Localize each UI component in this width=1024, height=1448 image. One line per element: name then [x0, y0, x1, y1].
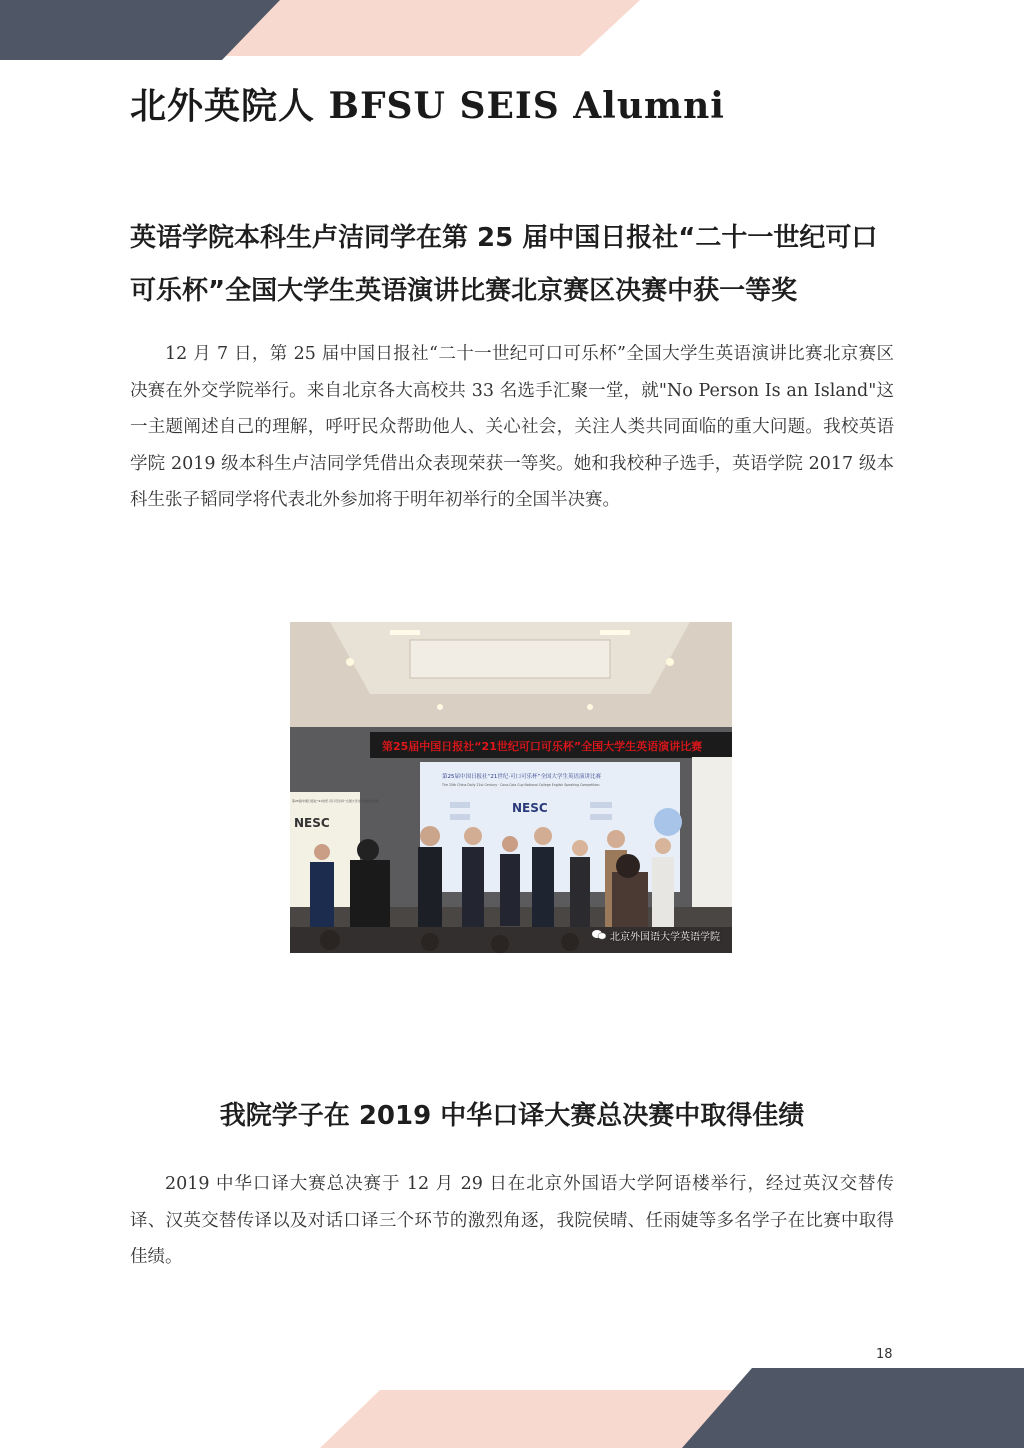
- ceiling-light: [346, 658, 354, 666]
- ceiling-light: [390, 630, 420, 635]
- article-2-body: 2019 中华口译大赛总决赛于 12 月 29 日在北京外国语大学阿语楼举行，经过英汉交替传译、汉英交替传译以及对话口译三个环节的激烈角逐，我院侯晴、任雨婕等多名学子在比赛中取得佳绩。: [130, 1174, 894, 1267]
- side-banner-left-logo: NESC: [294, 816, 330, 830]
- audience-head: [320, 930, 340, 950]
- side-banner-left-text: 第25届中国日报社“21世纪·可口可乐杯”全国大学生英语演讲比赛: [292, 799, 379, 803]
- photo-caption: 北京外国语大学英语学院: [610, 932, 720, 943]
- ceiling-panel: [410, 640, 610, 678]
- audience-head: [421, 933, 439, 951]
- screen-subtitle: The 25th China Daily 21st Century · Coca-Cola Cup National College English Speaking Competition: [442, 783, 600, 787]
- sponsor-logo: [450, 814, 470, 820]
- audience-head: [491, 935, 509, 953]
- article-2-headline: 我院学子在 2019 中华口译大赛总决赛中取得佳绩: [219, 1101, 805, 1131]
- event-photo-scene: [290, 622, 732, 953]
- bottom-corner-decoration: [320, 1368, 1024, 1448]
- sponsor-logo: [590, 814, 612, 820]
- article-1-body: 12 月 7 日，第 25 届中国日报社“二十一世纪可口可乐杯”全国大学生英语演讲比赛北京赛区决赛在外交学院举行。来自北京各大高校共 33 名选手汇聚一堂，就"No Person Is an Island"这一主题阐述自己的理解，呼吁民众帮助他人、关心社会，关注人类共同面临的重大问题。我校英语学院 2019 级本科生卢洁同学凭借出众表现荣获一等奖。她和我校种子选手，英语学院 2017 级本科生张子韬同学将代表北外参加将于明年初举行的全国半决赛。: [130, 344, 894, 510]
- photo-watermark: [592, 928, 720, 943]
- bottom-dark-band: [682, 1368, 1024, 1448]
- audience-head: [561, 933, 579, 951]
- masthead: 北外英院人 BFSU SEIS Alumni: [130, 85, 725, 127]
- sponsor-logo: [450, 802, 470, 808]
- wechat-icon: [592, 929, 606, 943]
- screen-title: 第25届中国日报社“21世纪·可口可乐杯”全国大学生英语演讲比赛: [442, 774, 601, 780]
- ceiling-light: [666, 658, 674, 666]
- top-corner-decoration: [0, 0, 640, 60]
- screen-blue-accent: [654, 808, 682, 836]
- page-number: 18: [876, 1347, 893, 1362]
- person: [418, 826, 442, 927]
- article-1-headline: 英语学院本科生卢洁同学在第 25 届中国日报社“二十一世纪可口可乐杯”全国大学生英语演讲比赛北京赛区决赛中获一等奖: [130, 223, 878, 306]
- event-photo: [290, 622, 732, 953]
- screen-logo: NESC: [512, 801, 548, 815]
- sponsor-logo: [590, 802, 612, 808]
- ceiling-light: [587, 704, 593, 710]
- ceiling-light: [437, 704, 443, 710]
- red-banner-text: 第25届中国日报社“21世纪可口可乐杯”全国大学生英语演讲比赛: [382, 740, 703, 753]
- side-banner-right: [692, 757, 732, 907]
- ceiling-light: [600, 630, 630, 635]
